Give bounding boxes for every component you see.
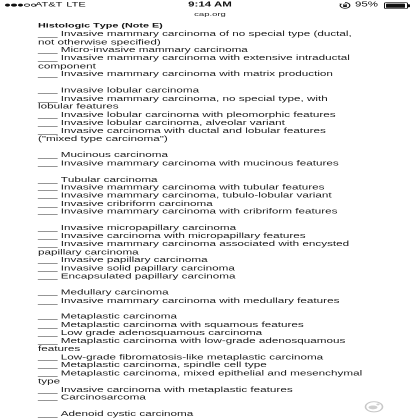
- network-type: LTE: [66, 1, 86, 9]
- blank-line: ___: [38, 127, 58, 135]
- blank-line: ___: [38, 353, 58, 362]
- blank-line: ___: [38, 296, 58, 305]
- histologic-type-option: [38, 184, 362, 192]
- battery-icon: [384, 2, 408, 9]
- option-group: [38, 289, 362, 305]
- blank-line: ___: [38, 46, 58, 55]
- option-label: Low grade adenosquamous carcinoma: [60, 329, 263, 337]
- histologic-type-option: [38, 410, 362, 418]
- blank-line: ___: [38, 272, 58, 281]
- blank-line: ___: [38, 329, 58, 337]
- option-label: Invasive mammary carcinoma with cribriform features: [60, 207, 338, 216]
- option-label: Invasive mammary carcinoma, tubulo-lobular variant: [60, 191, 332, 200]
- option-label: Invasive papillary carcinoma: [60, 256, 208, 265]
- histologic-type-option: [38, 232, 362, 240]
- option-label: Invasive lobular carcinoma with pleomorphic features: [60, 110, 336, 119]
- histologic-type-option: [38, 289, 362, 297]
- option-label: Invasive micropapillary carcinoma: [60, 223, 237, 232]
- section-heading: Histologic Type (Note E): [38, 21, 163, 30]
- blank-line: ___: [38, 183, 58, 192]
- blank-line: ___: [38, 159, 58, 168]
- histologic-type-option: [38, 256, 362, 264]
- histologic-type-option: [38, 369, 362, 385]
- histologic-type-option: [38, 224, 362, 232]
- histologic-type-option: [38, 176, 362, 184]
- option-label: Metaplastic carcinoma: [60, 312, 178, 321]
- histologic-type-option: [38, 240, 362, 256]
- blank-line: ___: [38, 151, 58, 160]
- histologic-type-option: [38, 151, 362, 159]
- option-label: Invasive cribriform carcinoma: [60, 199, 213, 208]
- option-label: Metaplastic carcinoma, spindle cell type: [60, 361, 267, 370]
- histologic-type-list: [38, 30, 362, 418]
- option-label: Invasive mammary carcinoma associated with encysted papillary carcinoma: [38, 240, 350, 257]
- battery-percentage: 95%: [355, 1, 379, 9]
- option-label: Metaplastic carcinoma, mixed epithelial and mesenchymal type: [38, 369, 363, 386]
- histologic-type-option: [38, 54, 362, 70]
- option-label: Invasive mammary carcinoma with extensive intraductal component: [38, 54, 350, 71]
- option-label: Invasive carcinoma with ductal and lobular features ("mixed type carcinoma"): [38, 127, 326, 143]
- histologic-type-option: [38, 87, 362, 95]
- carrier-name: AT&T: [35, 1, 63, 9]
- blank-line: ___: [38, 240, 58, 248]
- option-label: Carcinosarcoma: [60, 393, 146, 402]
- option-group: [38, 410, 362, 418]
- blank-line: ___: [38, 199, 58, 208]
- option-group: [38, 224, 362, 281]
- histologic-type-option: [38, 264, 362, 272]
- option-label: Low-grade fibromatosis-like metaplastic carcinoma: [60, 353, 324, 362]
- blank-line: ___: [38, 30, 58, 38]
- battery-level-fill: [386, 4, 405, 8]
- blank-line: ___: [38, 361, 58, 370]
- option-label: Invasive solid papillary carcinoma: [60, 264, 235, 273]
- option-label: Invasive mammary carcinoma with medullary features: [60, 296, 340, 305]
- histologic-type-option: [38, 329, 362, 337]
- blank-line: ___: [38, 175, 58, 184]
- blank-line: ___: [38, 256, 58, 265]
- address-bar-url[interactable]: cap.org: [194, 11, 226, 18]
- page-content: [38, 22, 362, 418]
- option-label: Metaplastic carcinoma with low-grade adenosquamous features: [38, 337, 346, 354]
- battery-tip: [408, 4, 410, 7]
- blank-line: ___: [38, 312, 58, 321]
- option-label: Tubular carcinoma: [60, 175, 158, 184]
- blank-line: ___: [38, 385, 58, 394]
- histologic-type-option: [38, 159, 362, 167]
- histologic-type-option: [38, 30, 362, 46]
- histologic-type-option: [38, 192, 362, 200]
- option-label: Invasive carcinoma with micropapillary features: [60, 232, 306, 240]
- option-label: Invasive lobular carcinoma, alveolar variant: [60, 118, 285, 127]
- histologic-type-option: [38, 70, 362, 78]
- option-label: Micro-invasive mammary carcinoma: [60, 46, 248, 55]
- blank-line: ___: [38, 320, 58, 329]
- option-label: Invasive mammary carcinoma, no special type, with lobular features: [38, 94, 328, 111]
- histologic-type-option: [38, 386, 362, 394]
- status-bar: [0, 0, 420, 20]
- histologic-type-option: [38, 361, 362, 369]
- histologic-type-option: [38, 313, 362, 321]
- option-label: Mucinous carcinoma: [60, 151, 168, 160]
- histologic-type-option: [38, 353, 362, 361]
- blank-line: ___: [38, 94, 58, 103]
- blank-line: ___: [38, 369, 58, 378]
- option-group: [38, 87, 362, 144]
- histologic-type-option: [38, 200, 362, 208]
- option-group: [38, 176, 362, 216]
- histologic-type-option: [38, 111, 362, 119]
- blank-line: ___: [38, 110, 58, 119]
- option-label: Invasive carcinoma with metaplastic features: [60, 385, 293, 394]
- option-group: [38, 313, 362, 402]
- option-label: Invasive mammary carcinoma with matrix production: [60, 70, 333, 79]
- clock: 9:14 AM: [188, 1, 232, 9]
- blank-line: ___: [38, 70, 58, 79]
- blank-line: ___: [38, 54, 58, 63]
- blank-line: ___: [38, 288, 58, 297]
- histologic-type-option: [38, 208, 362, 216]
- option-label: Adenoid cystic carcinoma: [60, 409, 194, 418]
- histologic-type-option: [38, 95, 362, 111]
- option-group: [38, 151, 362, 167]
- option-group: [38, 30, 362, 78]
- histologic-type-option: [38, 321, 362, 329]
- blank-line: ___: [38, 118, 58, 127]
- option-label: Invasive mammary carcinoma of no special type (ductal, not otherwise specified): [38, 30, 352, 46]
- option-label: Metaplastic carcinoma with squamous features: [60, 320, 304, 329]
- rotation-lock-icon: [339, 2, 351, 9]
- histologic-type-option: [38, 119, 362, 127]
- blank-line: ___: [38, 223, 58, 232]
- histologic-type-option: [38, 337, 362, 353]
- blank-line: ___: [38, 232, 58, 240]
- blank-line: ___: [38, 264, 58, 273]
- blank-line: ___: [38, 86, 58, 95]
- histologic-type-option: [38, 394, 362, 402]
- blank-line: ___: [38, 393, 58, 402]
- option-label: Encapsulated papillary carcinoma: [60, 272, 236, 281]
- blank-line: ___: [38, 207, 58, 216]
- blank-line: ___: [38, 191, 58, 200]
- histologic-type-option: [38, 297, 362, 305]
- blank-line: ___: [38, 409, 58, 418]
- option-label: Invasive mammary carcinoma with mucinous features: [60, 159, 339, 168]
- option-label: Invasive lobular carcinoma: [60, 86, 200, 95]
- watermark-logo-icon: [364, 401, 384, 413]
- option-label: Invasive mammary carcinoma with tubular features: [60, 183, 325, 192]
- histologic-type-option: [38, 127, 362, 143]
- option-label: Medullary carcinoma: [60, 288, 169, 297]
- blank-line: ___: [38, 337, 58, 345]
- histologic-type-option: [38, 46, 362, 54]
- histologic-type-option: [38, 272, 362, 280]
